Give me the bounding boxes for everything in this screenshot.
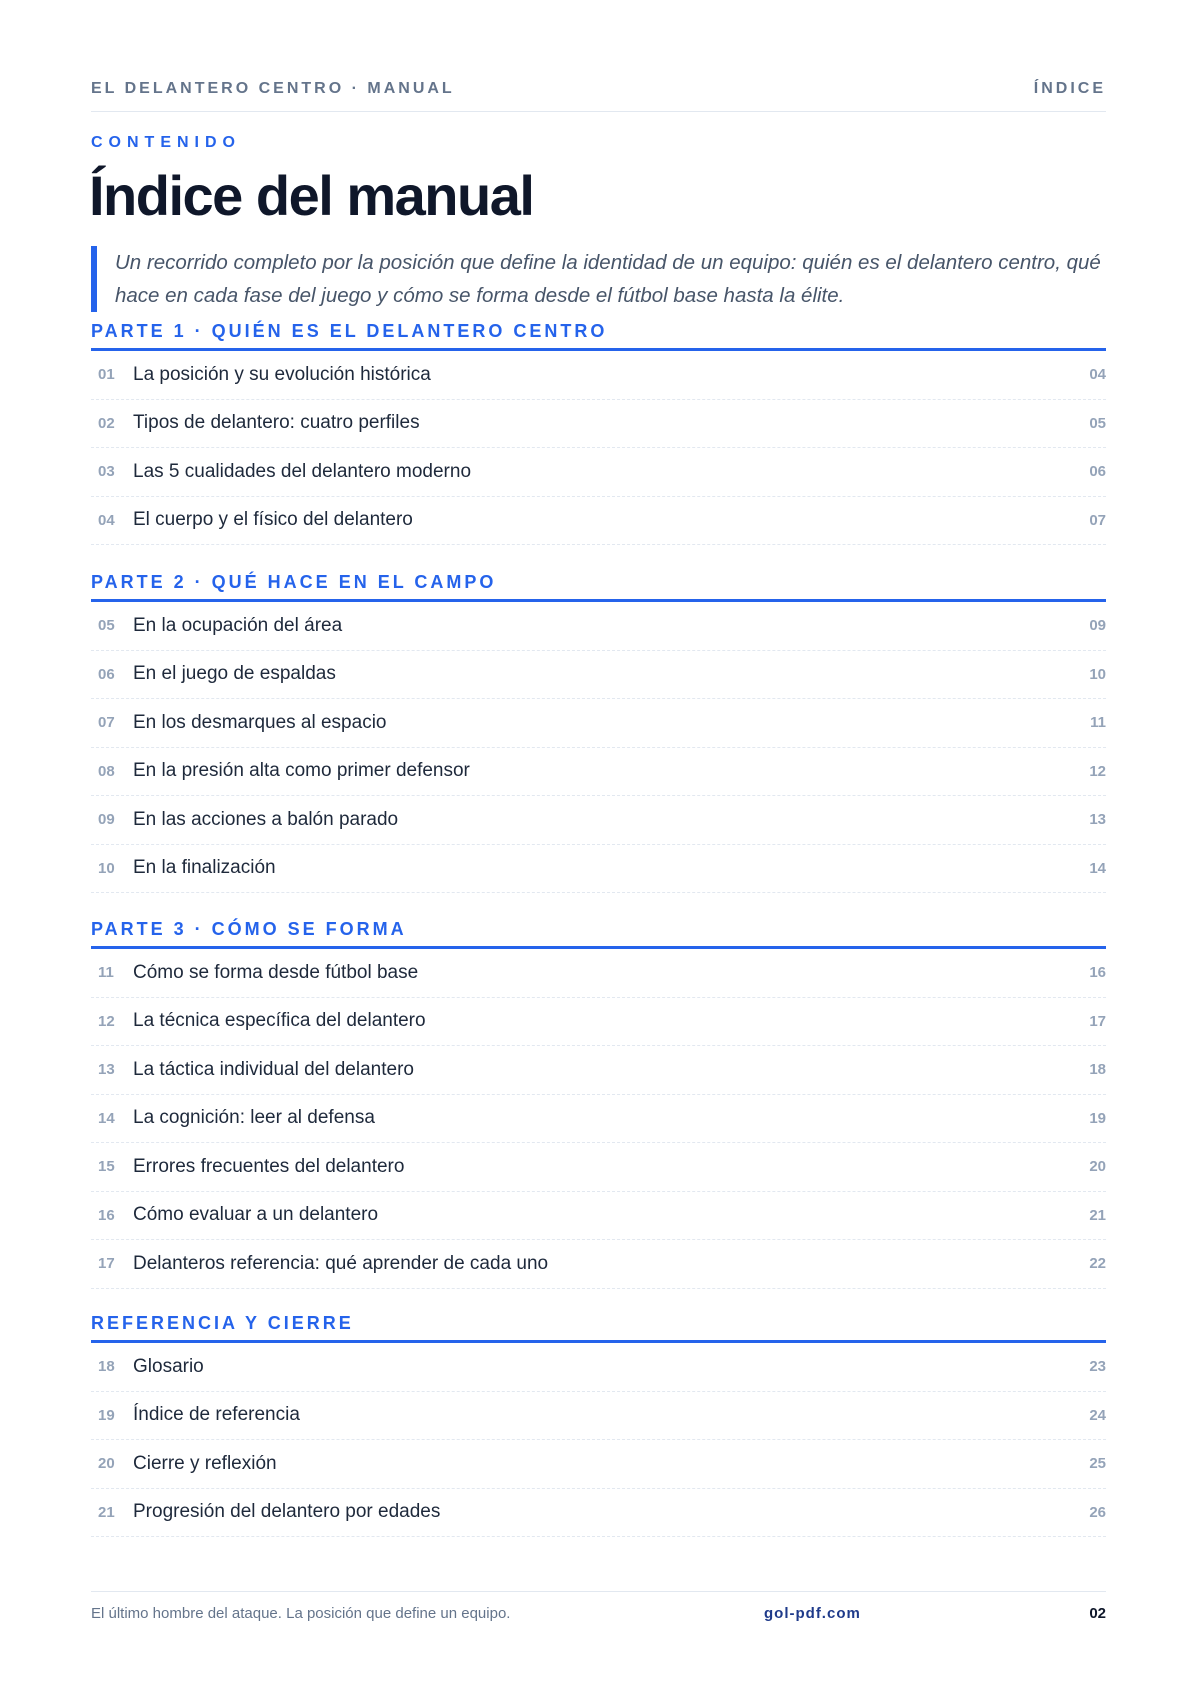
page-title: Índice del manual: [89, 164, 534, 227]
entry-number: 14: [98, 1109, 115, 1127]
entry-number: 17: [98, 1255, 115, 1273]
entry-title: La cognición: leer al defensa: [133, 1107, 375, 1129]
entry-number: 15: [98, 1158, 115, 1176]
entry-title: Cierre y reflexión: [133, 1452, 277, 1474]
toc-entry[interactable]: [91, 1489, 1106, 1538]
entry-title: Cómo evaluar a un delantero: [133, 1204, 379, 1226]
entry-page: 25: [1089, 1455, 1106, 1473]
toc-entry[interactable]: [91, 1240, 1106, 1289]
entry-page: 06: [1089, 463, 1106, 481]
page-number: 02: [1089, 1605, 1106, 1622]
toc-entry[interactable]: [91, 1046, 1106, 1095]
lead-paragraph: Un recorrido completo por la posición que define la identidad de un equipo: quién es el delantero centro, qué hace en cada fase del juego y cómo se forma desde el fútbol base hasta la élite.: [91, 246, 1106, 312]
footer-site-link[interactable]: gol-pdf.com: [764, 1605, 861, 1622]
toc-entry[interactable]: [91, 748, 1106, 797]
entry-number: 10: [98, 859, 115, 877]
entry-page: 04: [1089, 366, 1106, 384]
entry-page: 22: [1089, 1255, 1106, 1273]
entry-title: Las 5 cualidades del delantero moderno: [133, 460, 472, 482]
entry-number: 19: [98, 1406, 115, 1424]
toc-entry[interactable]: [91, 1343, 1106, 1392]
entry-title: En los desmarques al espacio: [133, 711, 387, 733]
entry-number: 04: [98, 511, 115, 529]
toc-section-part-1: [91, 316, 1106, 545]
entry-page: 05: [1089, 414, 1106, 432]
toc-entry[interactable]: [91, 1440, 1106, 1489]
toc-entry[interactable]: [91, 1095, 1106, 1144]
toc-entry[interactable]: [91, 651, 1106, 700]
entry-title: La posición y su evolución histórica: [133, 363, 431, 385]
entry-number: 18: [98, 1358, 115, 1376]
entry-title: En la finalización: [133, 857, 276, 879]
entry-title: El cuerpo y el físico del delantero: [133, 509, 413, 531]
page-footer: [91, 1605, 1106, 1627]
entry-page: 26: [1089, 1503, 1106, 1521]
toc-entry[interactable]: [91, 351, 1106, 400]
entry-number: 07: [98, 714, 115, 732]
toc-entry[interactable]: [91, 699, 1106, 748]
entry-page: 24: [1089, 1406, 1106, 1424]
entry-title: En el juego de espaldas: [133, 663, 336, 685]
entry-number: 12: [98, 1012, 115, 1030]
entry-page: 11: [1090, 714, 1106, 732]
toc-section-reference: [91, 1308, 1106, 1537]
entry-number: 13: [98, 1061, 115, 1079]
entry-page: 09: [1089, 617, 1106, 635]
entry-page: 14: [1089, 859, 1106, 877]
entry-title: En la presión alta como primer defensor: [133, 760, 470, 782]
entry-number: 05: [98, 617, 115, 635]
entry-page: 12: [1089, 762, 1106, 780]
entry-number: 06: [98, 665, 115, 683]
entry-number: 01: [98, 366, 115, 384]
section-heading: PARTE 3 · CÓMO SE FORMA: [91, 914, 1106, 949]
toc-entry[interactable]: [91, 448, 1106, 497]
entry-title: Delanteros referencia: qué aprender de cada uno: [133, 1252, 549, 1274]
header-divider: [91, 111, 1106, 112]
entry-page: 20: [1089, 1158, 1106, 1176]
entry-title: Glosario: [133, 1355, 204, 1377]
footer-tagline: El último hombre del ataque. La posición que define un equipo.: [91, 1605, 511, 1622]
toc-entry[interactable]: [91, 1143, 1106, 1192]
section-heading: PARTE 1 · QUIÉN ES EL DELANTERO CENTRO: [91, 316, 1106, 351]
entry-page: 17: [1089, 1012, 1106, 1030]
entry-number: 09: [98, 811, 115, 829]
entry-title: Cómo se forma desde fútbol base: [133, 961, 419, 983]
entry-title: En la ocupación del área: [133, 614, 343, 636]
entry-page: 16: [1089, 964, 1106, 982]
entry-title: La táctica individual del delantero: [133, 1058, 414, 1080]
entry-number: 20: [98, 1455, 115, 1473]
entry-title: La técnica específica del delantero: [133, 1010, 426, 1032]
toc-entry[interactable]: [91, 1192, 1106, 1241]
section-heading: REFERENCIA Y CIERRE: [91, 1308, 1106, 1343]
entry-title: Progresión del delantero por edades: [133, 1501, 441, 1523]
entry-page: 23: [1089, 1358, 1106, 1376]
entry-page: 19: [1089, 1109, 1106, 1127]
toc-entry[interactable]: [91, 602, 1106, 651]
entry-page: 21: [1089, 1206, 1106, 1224]
toc-entry[interactable]: [91, 497, 1106, 546]
toc-entry[interactable]: [91, 796, 1106, 845]
toc-section-part-3: [91, 914, 1106, 1289]
toc-entry[interactable]: [91, 400, 1106, 449]
entry-number: 02: [98, 414, 115, 432]
entry-page: 18: [1089, 1061, 1106, 1079]
entry-title: Índice de referencia: [133, 1404, 300, 1426]
section-heading: PARTE 2 · QUÉ HACE EN EL CAMPO: [91, 567, 1106, 602]
entry-number: 03: [98, 463, 115, 481]
toc-entry[interactable]: [91, 845, 1106, 894]
eyebrow-label: CONTENIDO: [91, 134, 241, 151]
running-header: [91, 80, 1106, 98]
toc-section-part-2: [91, 567, 1106, 893]
toc-entry[interactable]: [91, 1392, 1106, 1441]
entry-title: Errores frecuentes del delantero: [133, 1155, 405, 1177]
footer-divider: [91, 1591, 1106, 1592]
entry-page: 13: [1089, 811, 1106, 829]
section-label: ÍNDICE: [1033, 80, 1106, 97]
running-title: EL DELANTERO CENTRO · MANUAL: [91, 80, 455, 97]
entry-title: En las acciones a balón parado: [133, 808, 399, 830]
entry-number: 16: [98, 1206, 115, 1224]
entry-number: 11: [98, 964, 114, 982]
entry-page: 07: [1089, 511, 1106, 529]
entry-page: 10: [1089, 665, 1106, 683]
toc-entry[interactable]: [91, 949, 1106, 998]
entry-title: Tipos de delantero: cuatro perfiles: [133, 412, 420, 434]
entry-number: 21: [98, 1503, 115, 1521]
toc-entry[interactable]: [91, 998, 1106, 1047]
entry-number: 08: [98, 762, 115, 780]
